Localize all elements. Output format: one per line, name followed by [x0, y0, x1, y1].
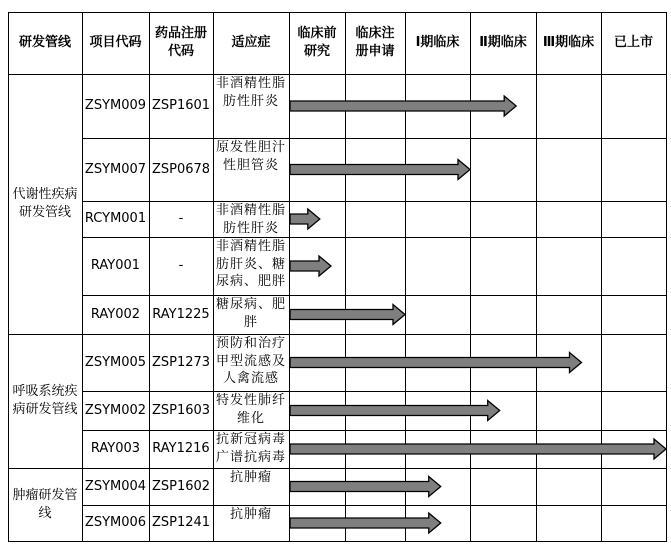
header-marketed: 已上市	[613, 35, 653, 51]
project-code: ZSYM007	[84, 161, 147, 177]
indication: 非酒精性脂肪肝炎、糖尿病、肥胖	[215, 239, 286, 290]
row-divider	[82, 430, 666, 431]
column-divider	[213, 12, 214, 542]
indication: 抗新冠病毒广谱抗病毒	[215, 432, 286, 465]
row-divider	[82, 237, 666, 238]
indication: 抗肿瘤	[229, 507, 272, 522]
header-registration-code: 药品注册代码	[155, 26, 208, 59]
header-pipeline: 研发管线	[18, 35, 71, 51]
column-divider	[82, 12, 83, 542]
project-code: RAY001	[90, 258, 141, 274]
row-divider	[82, 138, 666, 139]
header-phase-1: Ⅰ期临床	[415, 35, 460, 51]
project-code: ZSYM002	[84, 402, 147, 418]
registration-code: ZSP1603	[151, 402, 211, 418]
row-divider	[82, 295, 666, 296]
pipeline-group-name: 代谢性疾病研发管线	[12, 187, 78, 220]
project-code: RAY002	[90, 306, 141, 322]
indication: 原发性胆汁性胆管炎	[215, 140, 286, 173]
column-divider	[470, 12, 471, 542]
row-divider	[82, 391, 666, 392]
project-code: RAY003	[90, 441, 141, 457]
registration-code: ZSP1241	[151, 515, 211, 531]
header-indication: 适应症	[231, 35, 271, 51]
registration-code: ZSP1602	[151, 478, 211, 494]
project-code: ZSYM009	[84, 98, 147, 114]
registration-code: ZSP1601	[151, 98, 211, 114]
registration-code: RAY1216	[152, 441, 210, 457]
header-ind-application: 临床注册申请	[355, 26, 395, 59]
column-divider	[601, 12, 602, 542]
indication: 特发性肺纤维化	[215, 393, 286, 426]
indication: 糖尿病、肥胖	[215, 297, 286, 330]
pipeline-group-name: 呼吸系统疾病研发管线	[12, 384, 78, 417]
indication: 抗肿瘤	[229, 470, 272, 485]
column-divider	[666, 12, 667, 542]
table-border-top	[8, 12, 666, 13]
progress-arrow-zsym002	[290, 401, 500, 421]
pipeline-group-name: 肿瘤研发管线	[12, 487, 78, 521]
project-code: RCYM001	[84, 211, 147, 227]
column-divider	[536, 12, 537, 542]
progress-arrow-zsym005	[290, 353, 582, 373]
progress-arrow-zsym007	[290, 160, 470, 180]
column-divider	[405, 12, 406, 542]
column-divider	[289, 12, 290, 542]
header-preclinical: 临床前研究	[297, 26, 337, 59]
table-border-bottom	[8, 541, 666, 542]
column-divider	[8, 12, 9, 542]
registration-code: ZSP1273	[151, 354, 211, 370]
progress-arrow-zsym004	[290, 477, 441, 497]
row-divider	[82, 505, 666, 506]
project-code: ZSYM005	[84, 354, 147, 370]
progress-arrow-ray002	[290, 305, 405, 325]
indication: 非酒精性脂肪性肝炎	[215, 203, 286, 236]
registration-code: ZSP0678	[151, 161, 211, 177]
header-phase-2: Ⅱ期临床	[479, 35, 527, 51]
progress-arrow-zsym006	[290, 513, 441, 533]
row-divider	[8, 468, 666, 469]
row-divider	[82, 201, 666, 202]
header-divider	[8, 74, 666, 75]
registration-code: -	[178, 258, 184, 274]
registration-code: RAY1225	[152, 306, 210, 322]
progress-arrow-zsym009	[290, 96, 516, 116]
progress-arrow-ray001	[290, 256, 331, 276]
column-divider	[345, 12, 346, 542]
header-project-code: 项目代码	[89, 35, 142, 51]
row-divider	[8, 334, 666, 335]
indication: 非酒精性脂肪性肝炎	[215, 76, 286, 109]
indication: 预防和治疗甲型流感及人禽流感	[215, 336, 286, 387]
progress-arrow-rcym001	[290, 209, 320, 229]
progress-arrow-ray003	[290, 439, 666, 459]
column-divider	[149, 12, 150, 542]
header-phase-3: Ⅲ期临床	[542, 35, 595, 51]
project-code: ZSYM006	[84, 515, 147, 531]
registration-code: -	[178, 211, 184, 227]
project-code: ZSYM004	[84, 478, 147, 494]
